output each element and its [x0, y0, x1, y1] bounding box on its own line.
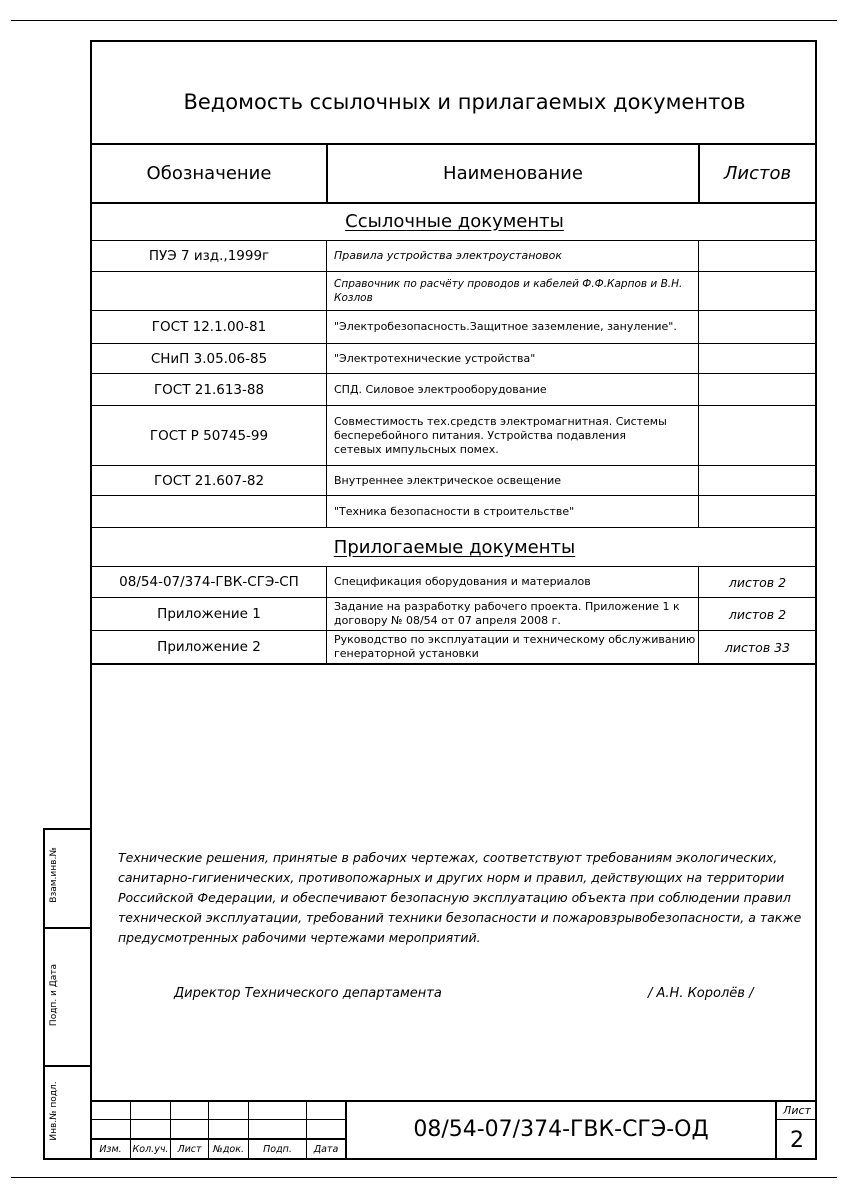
col-divider: [698, 240, 699, 527]
table-row-name: Спецификация оборудования и материалов: [334, 575, 591, 588]
table-row-designation: 08/54-07/374-ГВК-СГЭ-СП: [119, 574, 299, 590]
table-row-designation: ПУЭ 7 изд.,1999г: [148, 248, 270, 264]
page-top-rule: [11, 20, 837, 21]
section-referenced-title: Ссылочные документы: [345, 210, 564, 232]
title-block-top: [90, 1100, 817, 1102]
table-row-sheets: листов 33: [724, 639, 791, 655]
title-block-row: [775, 1119, 817, 1120]
table-row-designation: ГОСТ 21.607-82: [153, 472, 265, 489]
table-row-sheets: листов 2: [728, 606, 787, 622]
side-stamp-divider: [43, 1158, 90, 1160]
table-bottom-border: [90, 663, 817, 665]
side-stamp-divider: [43, 1065, 90, 1067]
technical-note: Технические решения, принятые в рабочих чертежах, соответствуют требованиям экологических, санитарно-гигиенических, противопожарных и других норм и правил, действующих на территории Российской Федерации, и обеспечивают безопасную эксплуатацию объекта при соблюдении правил технической эксплуатации, требований техники безопасности и пожаровзрывобезопасности, а также предусмотренных рабочими чертежами мероприятий.: [118, 850, 802, 945]
table-row-designation: Приложение 1: [157, 606, 261, 622]
signature-position: Директор Технического департамента: [174, 986, 442, 1001]
col-divider: [326, 566, 327, 663]
sheet-number: 2: [790, 1127, 804, 1153]
table-row-name: Справочник по расчёту проводов и кабелей Ф.Ф.Карпов и В.Н. Козлов: [334, 278, 683, 304]
tb-label-data: Дата: [313, 1143, 339, 1155]
column-header-name: Наименование: [443, 163, 583, 184]
table-row-name: "Техника безопасности в строительстве": [334, 504, 575, 518]
side-stamp-divider: [43, 927, 90, 929]
table-row-designation: СНиП 3.05.06-85: [150, 350, 268, 367]
table-row-name: Задание на разработку рабочего проекта. Приложение 1 к договору № 08/54 от 07 апреля 2008 г.: [334, 600, 680, 627]
table-row-designation: [92, 496, 326, 527]
page-bottom-rule: [11, 1177, 837, 1178]
tb-label-kol: Кол.уч.: [132, 1143, 169, 1155]
document-code: 08/54-07/374-ГВК-СГЭ-ОД: [413, 1116, 709, 1142]
tb-label-ndok: №док.: [212, 1143, 245, 1155]
column-header-designation: Обозначение: [146, 163, 272, 184]
table-row-name: "Электробезопасность.Защитное заземление, зануление".: [334, 320, 677, 333]
table-row-name: Внутреннее электрическое освещение: [334, 473, 562, 487]
table-row-sheets: листов 2: [728, 574, 787, 590]
table-row-designation: ГОСТ 12.1.00-81: [151, 319, 267, 335]
section-attached-title: Прилогаемые документы: [333, 536, 576, 558]
table-row-name: "Электротехнические устройства": [334, 351, 536, 365]
table-row-name: Совместимость тех.средств электромагнитная. Системы бесперебойного питания. Устройства подавления сетевых импульсных помех.: [334, 414, 667, 456]
sheet-label: Лист: [783, 1103, 811, 1117]
table-row-name: СПД. Силовое электрооборудование: [334, 382, 547, 396]
side-label-podp-data: Подп. и Дата: [49, 963, 59, 1027]
column-header-sheets: Листов: [723, 163, 792, 184]
table-row-designation: ГОСТ Р 50745-99: [149, 427, 269, 444]
table-row-name: Правила устройства электроустановок: [334, 249, 562, 262]
table-row-designation: Приложение 2: [157, 639, 261, 655]
side-label-inv-podl: Инв.№ подл.: [49, 1081, 59, 1141]
document-title: Ведомость ссылочных и прилагаемых документов: [183, 90, 746, 114]
col-divider: [326, 240, 327, 527]
signature-name: / А.Н. Королёв /: [648, 986, 754, 1001]
col-divider: [698, 566, 699, 663]
tb-label-podp: Подп.: [263, 1143, 292, 1155]
side-stamp-divider: [43, 828, 90, 830]
tb-label-izm: Изм.: [99, 1143, 122, 1155]
table-row-name: Руководство по эксплуатации и техническому обслуживанию генераторной установки: [334, 633, 696, 660]
side-label-inv-vzam: Взам.инв.№: [49, 847, 59, 903]
table-row-designation: ГОСТ 21.613-88: [153, 381, 265, 398]
table-row-designation: [92, 272, 326, 310]
tb-label-list: Лист: [177, 1143, 202, 1155]
